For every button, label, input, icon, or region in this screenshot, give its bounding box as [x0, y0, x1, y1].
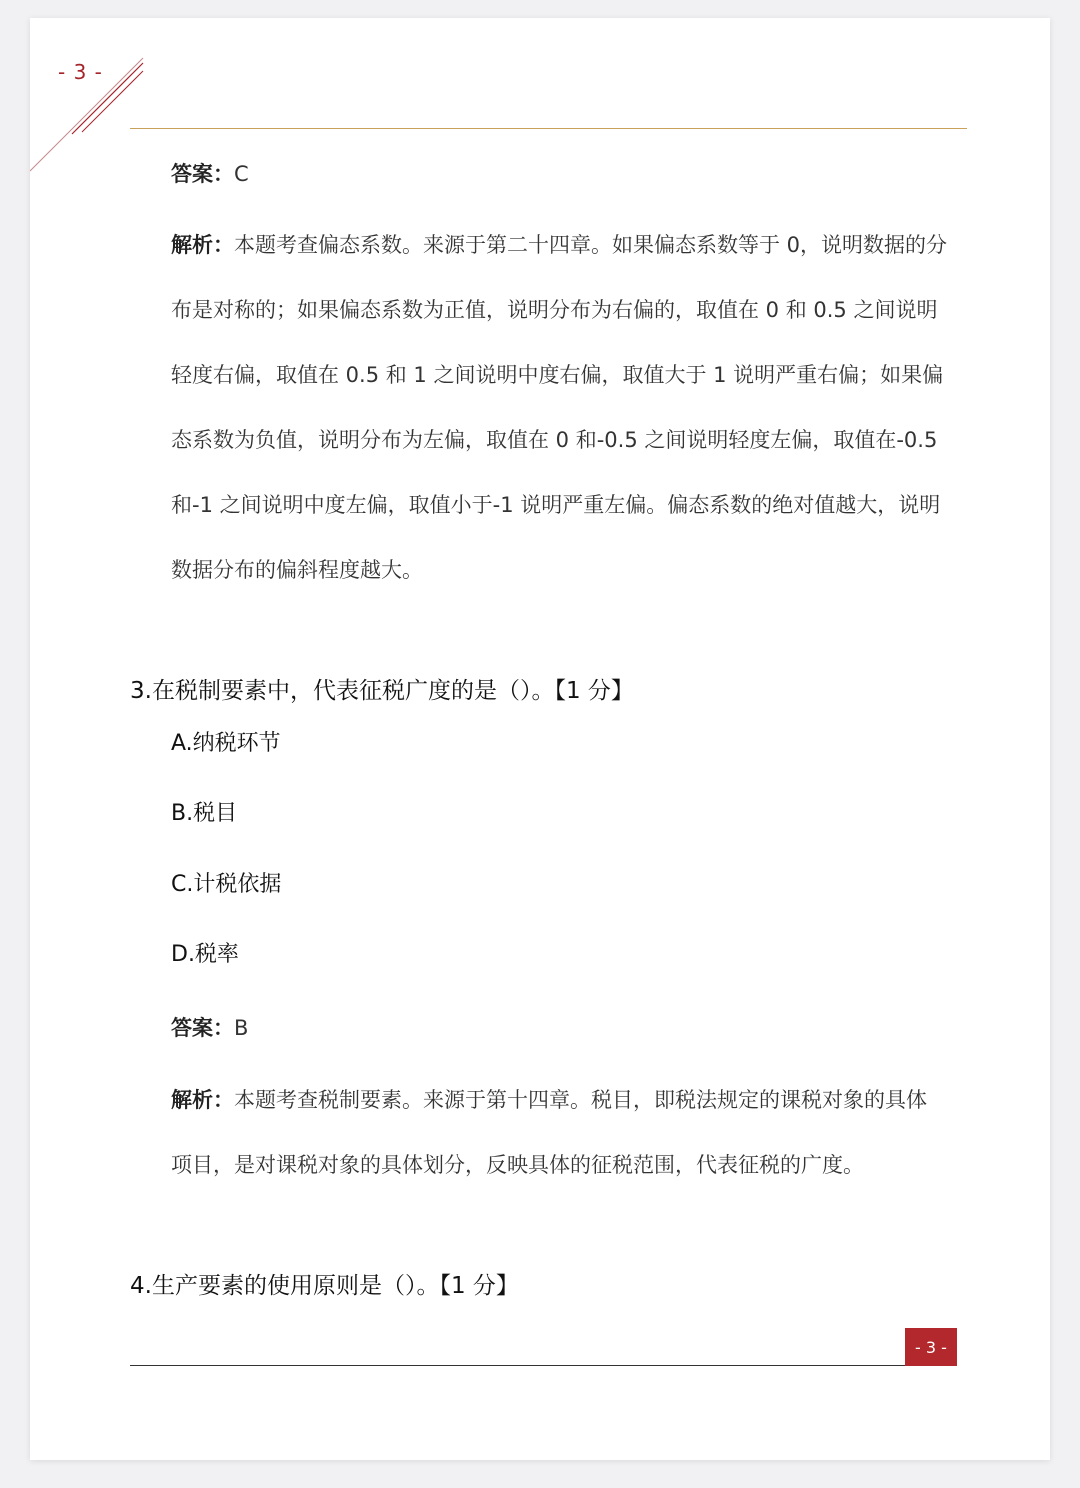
q2-analysis-line-2: 布是对称的；如果偏态系数为正值，说明分布为右偏的，取值在 0 和 0.5 之间说明: [171, 298, 938, 322]
q2-answer-sep: ：: [213, 162, 234, 186]
q2-answer-label: 答案: [171, 162, 213, 186]
q3-answer: [171, 1012, 967, 1042]
q3-question: 3.在税制要素中，代表征税广度的是（）。【1 分】: [130, 678, 634, 704]
q3-option-d: D.税率: [171, 942, 239, 967]
q3-option-c: C.计税依据: [171, 872, 282, 897]
q2-analysis-label: 解析: [171, 233, 213, 257]
q3-analysis-line-2: 项目，是对课税对象的具体划分，反映具体的征税范围，代表征税的广度。: [171, 1153, 864, 1177]
q2-analysis-text: 本题考查偏态系数。来源于第二十四章。如果偏态系数等于 0，说明数据的分: [234, 233, 948, 257]
q2-analysis-line-3: 轻度右偏，取值在 0.5 和 1 之间说明中度右偏，取值大于 1 说明严重右偏；如果偏: [171, 363, 944, 387]
q4-question: 4.生产要素的使用原则是（）。【1 分】: [130, 1273, 519, 1299]
q3-answer-sep: ：: [213, 1016, 234, 1040]
q3-analysis-text: 本题考查税制要素。来源于第十四章。税目，即税法规定的课税对象的具体: [234, 1088, 927, 1112]
q2-analysis-line-4: 态系数为负值，说明分布为左偏，取值在 0 和-0.5 之间说明轻度左偏，取值在-0.5: [171, 428, 938, 452]
q3-analysis-line-1: [171, 1084, 927, 1114]
q2-analysis-line-6: 数据分布的偏斜程度越大。: [171, 558, 423, 582]
q2-answer-value: C: [234, 162, 249, 186]
q3-answer-label: 答案: [171, 1016, 213, 1040]
q2-analysis-line-5: 和-1 之间说明中度左偏，取值小于-1 说明严重左偏。偏态系数的绝对值越大，说明: [171, 493, 941, 517]
q3-analysis-sep: ：: [213, 1088, 234, 1112]
header-page-number: - 3 -: [58, 60, 103, 84]
q3-analysis-label: 解析: [171, 1088, 213, 1112]
header-rule: [130, 128, 967, 129]
q2-analysis-line-1: [171, 229, 947, 259]
q3-option-a: A.纳税环节: [171, 731, 281, 756]
footer-rule: [130, 1365, 957, 1366]
q3-answer-value: B: [234, 1016, 249, 1040]
q3-option-b: B.税目: [171, 801, 238, 826]
q2-analysis-sep: ：: [213, 233, 234, 257]
footer-page-number: - 3 -: [905, 1328, 957, 1366]
q2-answer: [171, 158, 967, 188]
corner-decoration: [30, 56, 150, 176]
